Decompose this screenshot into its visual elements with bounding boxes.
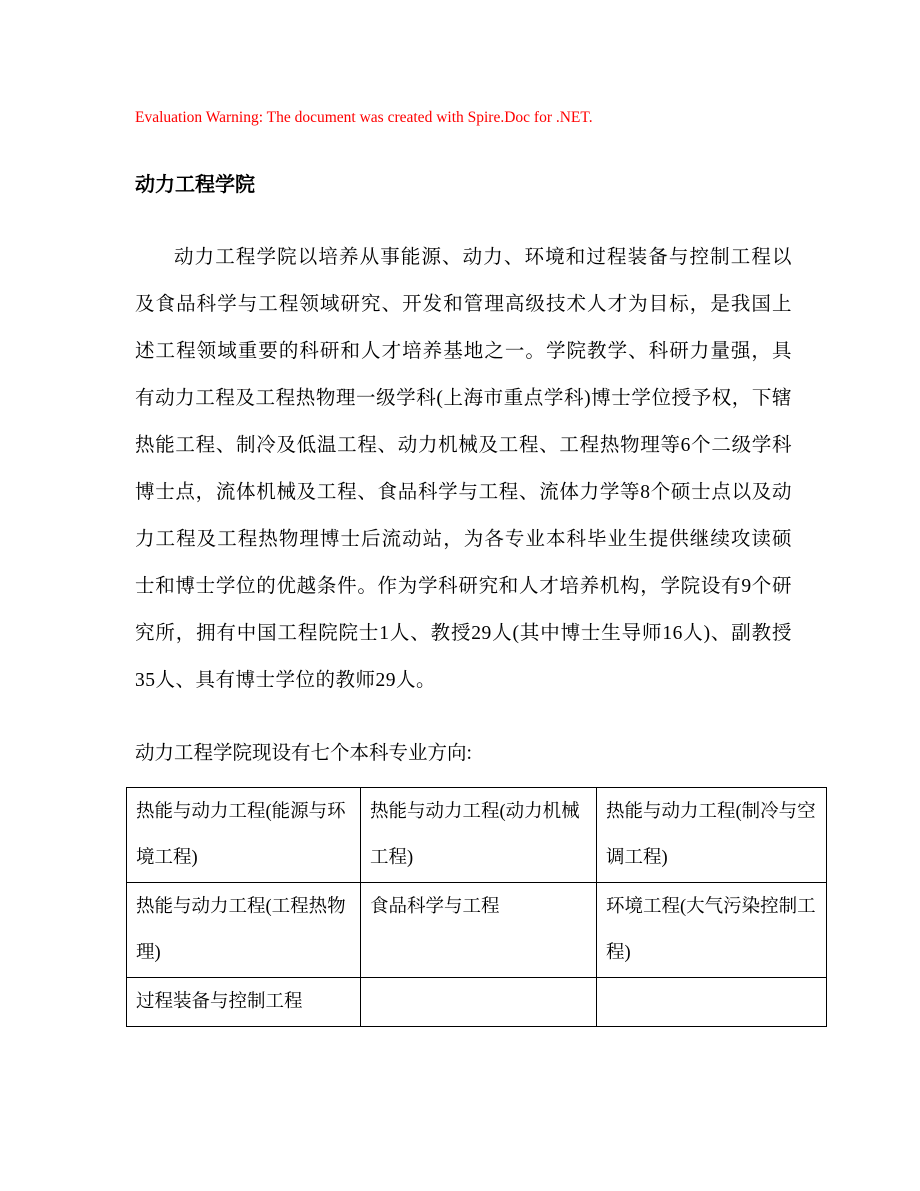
table-cell: 过程装备与控制工程 [127, 978, 361, 1027]
majors-table [126, 787, 827, 1027]
document-title: 动力工程学院 [135, 174, 255, 196]
table-cell [597, 978, 827, 1027]
majors-lead-in-text: 动力工程学院现设有七个本科专业方向: [135, 743, 472, 764]
intro-paragraph: 动力工程学院以培养从事能源、动力、环境和过程装备与控制工程以及食品科学与工程领域研究、开发和管理高级技术人才为目标，是我国上述工程领域重要的科研和人才培养基地之一。学院教学、科研力量强，具有动力工程及工程热物理一级学科(上海市重点学科)博士学位授予权，下辖热能工程、制冷及低温工程、动力机械及工程、工程热物理等6个二级学科博士点，流体机械及工程、食品科学与工程、流体力学等8个硕士点以及动力工程及工程热物理博士后流动站，为各专业本科毕业生提供继续攻读硕士和博士学位的优越条件。作为学科研究和人才培养机构，学院设有9个研究所，拥有中国工程院院士1人、教授29人(其中博士生导师16人)、副教授35人、具有博士学位的教师29人。 [135, 247, 792, 691]
table-row [127, 883, 827, 978]
table-cell: 热能与动力工程(工程热物理) [127, 883, 361, 978]
table-row [127, 978, 827, 1027]
table-row [127, 788, 827, 883]
table-cell: 食品科学与工程 [361, 883, 597, 978]
majors-table-body [127, 788, 827, 1027]
evaluation-warning-text: Evaluation Warning: The document was created with Spire.Doc for .NET. [135, 109, 593, 126]
table-cell: 热能与动力工程(能源与环境工程) [127, 788, 361, 883]
table-cell: 热能与动力工程(动力机械工程) [361, 788, 597, 883]
table-cell [361, 978, 597, 1027]
table-cell: 环境工程(大气污染控制工程) [597, 883, 827, 978]
table-cell: 热能与动力工程(制冷与空调工程) [597, 788, 827, 883]
